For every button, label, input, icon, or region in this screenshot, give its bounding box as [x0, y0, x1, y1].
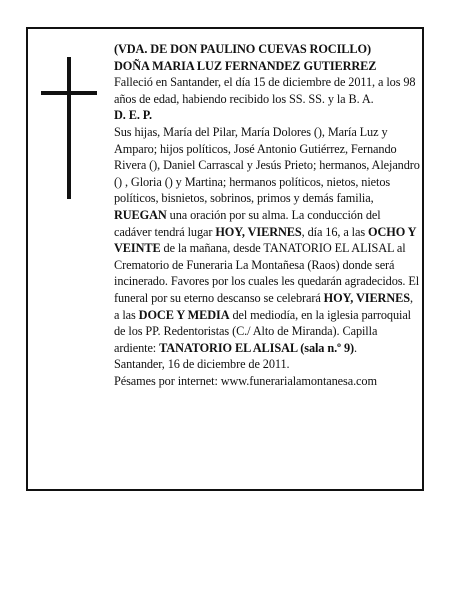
- obituary-text: [114, 41, 420, 389]
- family-list: Sus hijas, María del Pilar, María Dolores (), María Luz y Amparo; hijos políticos, José Antonio Gutiérrez, Fernando Rivera (), Daniel Carrascal y Jesús Prieto; hermanos, Alejandro () , Gloria () y Martina; hermanos políticos, nietos, nietos políticos, bisnietos, sobrinos, primos y demás familia,: [114, 124, 420, 206]
- dep-line: D. E. P.: [114, 108, 153, 123]
- condolences-line: Pésames por internet: www.funerarialamontanesa.com: [114, 373, 377, 388]
- widow-line: (VDA. DE DON PAULINO CUEVAS ROCILLO): [114, 42, 371, 56]
- obituary-frame: [26, 27, 424, 491]
- request-paragraph: RUEGAN una oración por su alma. La conducción del cadáver tendrá lugar HOY, VIERNES, día 16, a las OCHO Y VEINTE de la mañana, desde TANATORIO EL ALISAL al Crematorio de Funeraria La Montañesa (Raos) donde será incinerado. Favores por los cuales les quedarán agradecidos. El funeral por su eterno descanso se celebrará HOY, VIERNES, a las DOCE Y MEDIA del mediodía, en la iglesia parroquial de los PP. Redentoristas (C./ Alto de Miranda). Capilla ardiente: TANATORIO EL ALISAL (sala n.º 9).: [114, 207, 420, 355]
- cross-vertical-bar: [67, 57, 71, 199]
- death-notice: Falleció en Santander, el día 15 de diciembre de 2011, a los 98 años de edad, habiendo recibido los SS. SS. y la B. A.: [114, 75, 416, 106]
- cross-horizontal-bar: [41, 91, 97, 95]
- date-line: Santander, 16 de diciembre de 2011.: [114, 357, 290, 372]
- deceased-name: DOÑA MARIA LUZ FERNANDEZ GUTIERREZ: [114, 58, 377, 73]
